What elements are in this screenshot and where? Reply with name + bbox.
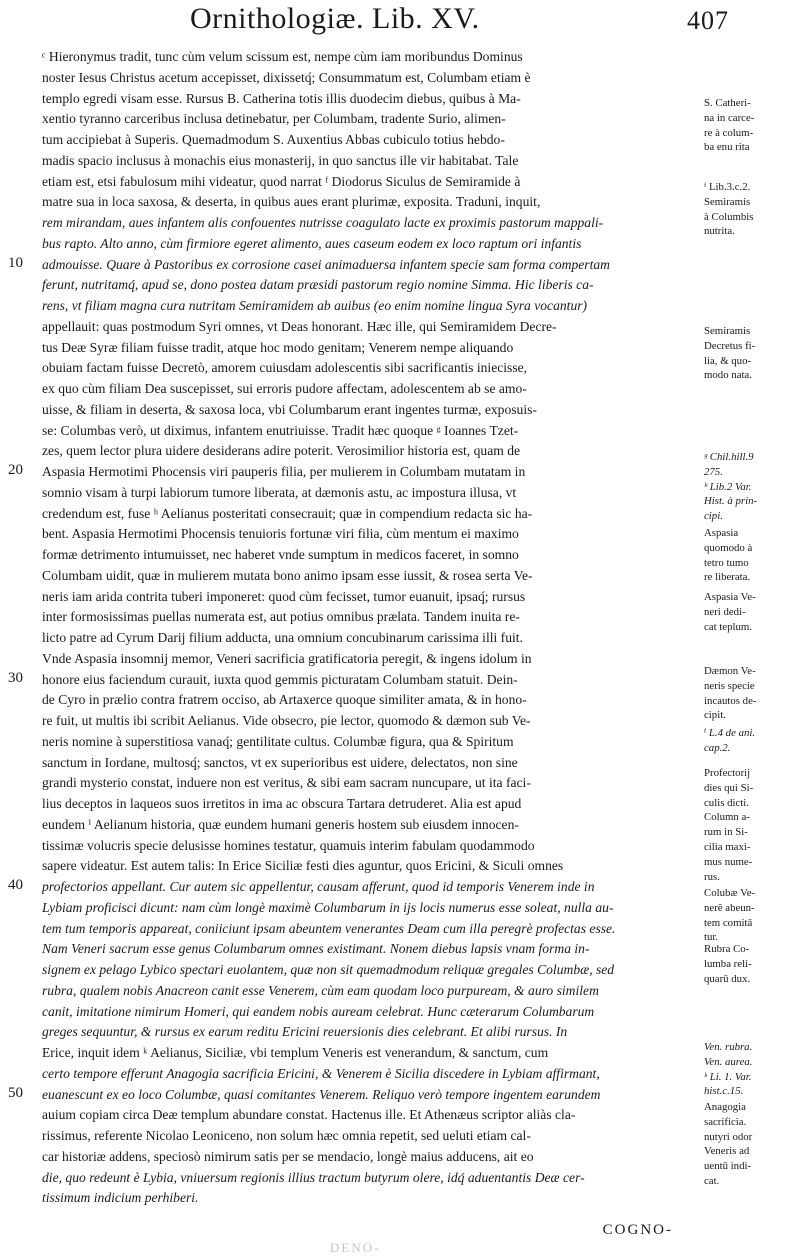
marginal-note <box>704 1100 784 1189</box>
text-line: se: Columbas verò, ut diximus, infantem enutriuisse. Tradit hæc quoque ᵍ Ioannes Tzet- <box>42 422 519 438</box>
text-line: tem tum temporis appareat, coniiciunt ipsam abeuntem venerantes Deam cum illa peregrè profectas esse. <box>42 920 616 936</box>
text-line: signem ex pelago Lybico spectari euolantem, quæ non sit quemadmodum reliquæ gregales Columbæ, sed <box>42 962 615 977</box>
text-line: credendum est, fuse ʰ Aelianus posteritati consecrauit; quæ in compendium redacta sic ha- <box>42 505 533 521</box>
text-line: auium copiam circa Deæ templum abundare constat. Hactenus ille. Et Athenæus scriptor aliàs cla- <box>42 1107 576 1123</box>
marginal-note-line: ba enu rita <box>704 141 750 154</box>
marginal-note-line: cipi. <box>704 510 723 523</box>
line-number: 50 <box>8 1084 23 1101</box>
text-line: re fuit, ut multis ibi scribit Aelianus. Vide obsecro, pie lector, quomodo & dæmon sub Ve- <box>42 713 531 728</box>
marginal-note <box>704 450 784 524</box>
text-line: neris iam arida contrita tuberi imponeret: quod cùm fecisset, tumor euanuit, ipsaq́; rursus <box>42 588 526 604</box>
marginal-note-line: S. Catheri- <box>704 97 751 109</box>
page-number: 407 <box>687 6 729 35</box>
text-line: licto patre ad Cyrum Darij filium adducta, una omnium concubinarum carissima illi fuit. <box>42 630 523 645</box>
text-line: sanctum in Iordane, multosq́; sanctos, vt ex superioribus est uidere, delectatos, non sine <box>42 754 518 770</box>
text-line: bent. Aspasia Hermotimi Phocensis tenuioris fortunæ viri filia, cùm mentum ei maximo <box>42 526 519 542</box>
marginal-note <box>704 590 784 634</box>
text-line: madis spacio inclusus à monachis eius monasterij, in quo sanctus ille vir habitabat. Tale <box>42 152 519 168</box>
marginal-note-line: Profectorij <box>704 767 751 779</box>
marginal-note-line: tur. <box>704 931 719 944</box>
marginal-note <box>704 180 784 239</box>
marginal-note-line: nutrita. <box>704 225 735 238</box>
marginal-note-line: 275. <box>704 465 723 478</box>
marginal-note <box>704 886 784 945</box>
text-line: admouisse. Quare à Pastoribus ex corrosione casei animaduersa infantem specie sam forma compertam <box>42 256 610 272</box>
marginal-note-line: hist.c.15. <box>704 1085 744 1098</box>
marginal-note-line: Decretus fi- <box>704 339 756 352</box>
text-line: formæ detrimento intumuisset, nec haberet vnde sumptum in medicos faceret, in somno <box>42 547 519 562</box>
marginal-note-line: ᶠ Lib.3.c.2. <box>704 181 751 193</box>
marginal-note-line: Rubra Co- <box>704 943 750 955</box>
line-number: 20 <box>8 462 23 478</box>
marginal-note <box>704 664 784 723</box>
text-line: rens, vt filiam magna cura nutritam Semiramidem ab auibus (eo enim nomine lingua Syra vocantur) <box>42 298 588 313</box>
marginal-note-line: cat teplum. <box>704 620 752 633</box>
text-line: inter formosissimas puellas numerata est, aut potius omnibus prælata. Tandem inuita re- <box>42 609 520 625</box>
marginal-note-line: modo nata. <box>704 369 752 382</box>
text-line: profectorios appellant. Cur autem sic appellentur, causam afferunt, quod id temporis Venerem inde in <box>42 879 595 894</box>
text-line: euanescunt ex eo loco Columbæ, quasi comitantes Venerem. Reliquo verò tempore ingentem earundem <box>42 1086 601 1102</box>
text-line: eundem ⁱ Aelianum historia, quæ eundem humani generis hostem sub eiusdem innocen- <box>42 816 519 832</box>
marginal-note-line: sacrificia. <box>704 1115 747 1128</box>
text-line: uisse, & filiam in deserta, & saxosa loca, vbi Columbarum erant ingentes turmæ, exposuis- <box>42 401 537 417</box>
text-line: tum accipiebat à Superis. Quemadmodum S. Auxentius Abbas cubiculo totius hebdo- <box>42 132 505 147</box>
text-line: ex quo cùm filiam Dea suscepisset, sui erroris pudore affectam, adolescentem ab se amo- <box>42 381 527 396</box>
marginal-note-line: neris specie <box>704 679 755 692</box>
text-line: somnio visam à turpi labiorum tumore liberata, at dæmonis astu, ac impostura illusa, vt <box>42 484 517 500</box>
marginal-note-line: uentū indi- <box>704 1160 752 1173</box>
marginal-note-line: Semiramis <box>704 195 751 208</box>
text-line: rissimus, referente Nicolao Leoniceno, non solum hæc omnia repetit, sed ueluti etiam cal- <box>42 1128 531 1143</box>
text-line: etiam est, etsi fabulosum mihi videatur, quod narrat ᶠ Diodorus Siculus de Semiramide à <box>42 173 521 189</box>
marginal-note <box>704 526 784 585</box>
text-line: neris nomine à superstitiosa vanaq́; gentilitate cultus. Columbæ figura, qua & Spiritum <box>42 733 514 749</box>
text-line: Vnde Aspasia insomnij memor, Veneri sacrificia gratificatoria peregit, & ingens idolum in <box>42 650 532 666</box>
marginal-note-line: ᵍ Chil.hill.9 <box>704 451 754 463</box>
marginal-note-line: Dæmon Ve- <box>704 665 756 677</box>
marginal-note-line: rum in Si- <box>704 826 748 839</box>
marginal-note-line: Aspasia Ve- <box>704 591 756 603</box>
text-line: tus Deæ Syræ filiam fuisse tradit, atque hoc modo genitam; Venerem nempe aliquando <box>42 339 514 355</box>
main-text-column <box>42 47 698 1209</box>
marginal-note-line: dies qui Si- <box>704 781 754 794</box>
text-line: zes, quem lector plura uidere desiderans adire poterit. Verosimilior historia est, quam de <box>42 443 521 459</box>
text-line: lius deceptos in laqueos suos irretitos in ima ac obscura Tartara detruderet. Alia est apud <box>42 796 522 811</box>
marginal-note-line: cipit. <box>704 709 726 722</box>
marginal-note-line: tem comitā <box>704 916 753 929</box>
text-line: xentio tyranno carceribus inclusa detinebatur, per Columbam, tradente Surio, alimen- <box>42 111 506 127</box>
marginal-note-line: Hist. à prin- <box>704 495 758 508</box>
marginal-note-line: Semiramis <box>704 325 751 337</box>
text-line: noster Iesus Christus acetum accepisset, dixissetq́; Consummatum est, Columbam etiam è <box>42 69 531 85</box>
marginal-note-line: Ven. rubra. <box>704 1041 753 1053</box>
text-line: templo egredi visam esse. Rursus B. Catherina totis illis duodecim diebus, quibus à Ma- <box>42 90 521 106</box>
text-line: certo tempore efferunt Anagogia sacrificia Ericini, & Venerem è Sicilia discedere in Lybiam affirmant, <box>42 1065 600 1081</box>
text-line: de Cyro in prælio contra fratrem occiso, ab Artaxerce quoque similiter amata, & in hono- <box>42 692 527 708</box>
marginal-note-line: nerē abeun- <box>704 901 755 914</box>
text-line: matre sua in loca saxosa, & deserta, in quibus aues erant plurimæ, exposita. Traduni, inquit, <box>42 194 541 210</box>
marginal-note-line: ʰ Lib.2 Var. <box>704 480 752 493</box>
marginal-note <box>704 766 784 884</box>
marginal-note-line: cilia maxi- <box>704 840 751 853</box>
text-line: sapere videatur. Est autem talis: In Erice Siciliæ festi dies aguntur, quos Ericini, & Siculi omnes <box>42 858 564 874</box>
marginal-note-line: quomodo à <box>704 541 753 554</box>
text-line: Aspasia Hermotimi Phocensis viri pauperis filia, per mulierem in Columbam mutatam in <box>42 464 526 479</box>
text-line: Columbam uidit, quæ in mulierem mutata bono animo ipsam esse iussit, & rosea serta Ve- <box>42 567 533 583</box>
text-line: honore eius faciendum curauit, iuxta quod gemmis picturatam Columbam statuit. Dein- <box>42 671 518 687</box>
text-line: rubra, qualem nobis Anacreon canit esse Venerem, cùm eam quodam loco purpuream, & auro similem <box>42 982 599 998</box>
marginal-note-line: à Columbis <box>704 210 754 223</box>
text-line: bus rapto. Alto anno, cùm firmiore egeret alimento, aues caseum eodem ex loco raptum ori infantis <box>42 235 582 251</box>
text-line: die, quo redeunt è Lybia, vniuersum regionis illius tractum butyrum olere, idq́ aduentantis Deæ cer- <box>42 1169 585 1185</box>
text-line: car historiæ addens, speciosò nimirum satis per se mendacio, longè maius adducens, ait eo <box>42 1148 534 1164</box>
marginal-note-line: tetro tumo <box>704 556 749 569</box>
marginal-note-line: lumba reli- <box>704 957 752 970</box>
marginal-note-line: ᵏ Li. 1. Var. <box>704 1070 752 1083</box>
running-head: Ornithologiæ. Lib. XV. <box>190 2 480 35</box>
text-line: ferunt, nutritamq́, apud se, dono postea datam præsidi pastorum regio nomine Simma. Hic liberis ca- <box>42 277 594 293</box>
marginal-note-line: incautos de- <box>704 694 757 707</box>
marginal-note-line: Column a- <box>704 811 750 824</box>
marginal-note <box>704 324 784 383</box>
marginal-note-line: Aspasia <box>704 527 739 539</box>
text-line: appellauit: quas postmodum Syri omnes, vt Deas honorant. Hæc ille, qui Semiramidem Decre- <box>42 318 557 334</box>
marginal-note-line: lia, & quo- <box>704 354 752 367</box>
marginal-note-line: re liberata. <box>704 571 751 584</box>
marginal-note-line: Ven. aurea. <box>704 1055 753 1068</box>
text-line: canit, imitatione nimirum Homeri, qui eandem nobis auream celebrat. Hunc cæterarum Columbarum <box>42 1003 595 1019</box>
marginal-note-line: quarū dux. <box>704 972 751 985</box>
text-line: tissimum indicium perhiberi. <box>42 1190 199 1206</box>
text-line: Nam Veneri sacrum esse genus Columbarum omnes existimant. Nonem diebus lapsis vnam forma in- <box>42 941 590 957</box>
marginal-note-line: neri dedi- <box>704 605 746 618</box>
marginal-note <box>704 942 784 986</box>
marginal-note-line: re à colum- <box>704 126 754 139</box>
text-line: Lybiam proficisci dicunt: nam cùm longè maximè Columbarum in ijs locis numerus esse soleat, nulla au- <box>42 899 614 915</box>
marginal-note <box>704 726 784 756</box>
marginal-note-line: Colubæ Ve- <box>704 887 756 899</box>
text-line: Erice, inquit idem ᵏ Aelianus, Siciliæ, vbi templum Veneris est venerandum, & sanctum, cum <box>42 1045 549 1060</box>
marginal-note-line: cap.2. <box>704 741 731 754</box>
marginal-note-line: Veneris ad <box>704 1145 750 1158</box>
marginal-note-line: ⁱ L.4 de ani. <box>704 727 756 739</box>
text-line: greges sequuntur, & rursus ex earum reditu Ericini reuersionis dies celebrant. Et alibi rursus. In <box>42 1024 568 1040</box>
marginal-note-line: nutyri odor <box>704 1130 753 1143</box>
marginal-note-line: mus nume- <box>704 855 753 868</box>
page-header <box>0 0 787 44</box>
marginal-note <box>704 96 784 155</box>
text-line: ᶜ Hieronymus tradit, tunc cùm velum scissum est, nempe cùm iam moribundus Dominus <box>42 49 523 64</box>
marginal-note-line: culis dicti. <box>704 796 749 809</box>
text-line: grandi mysterio constat, induere non est veritus, & sibi eam sacram nuncupare, ut ita faci- <box>42 775 531 791</box>
show-through-text: DENO- <box>330 1240 381 1255</box>
catchword: COGNO- <box>602 1222 673 1238</box>
marginal-note-line: rus. <box>704 870 720 883</box>
text-line: tissimæ volucris specie delusisse homines testatur, quamuis interim fabulam quodammodo <box>42 837 535 853</box>
line-number: 30 <box>8 669 23 686</box>
text-line: obuiam factam fuisse Decretò, amorem cuiusdam adolescentis sibi sacrificantis iniecisse, <box>42 360 528 376</box>
marginal-note-line: Anagogia <box>704 1101 746 1113</box>
text-line: rem mirandam, aues infantem alis confouentes nutrisse coagulato lacte ex proximis pastorum mappali- <box>42 215 604 230</box>
marginal-note <box>704 1040 784 1099</box>
marginal-note-line: cat. <box>704 1174 720 1187</box>
line-number: 40 <box>8 877 23 893</box>
marginal-note-line: na in carce- <box>704 111 755 124</box>
line-number: 10 <box>8 254 23 271</box>
